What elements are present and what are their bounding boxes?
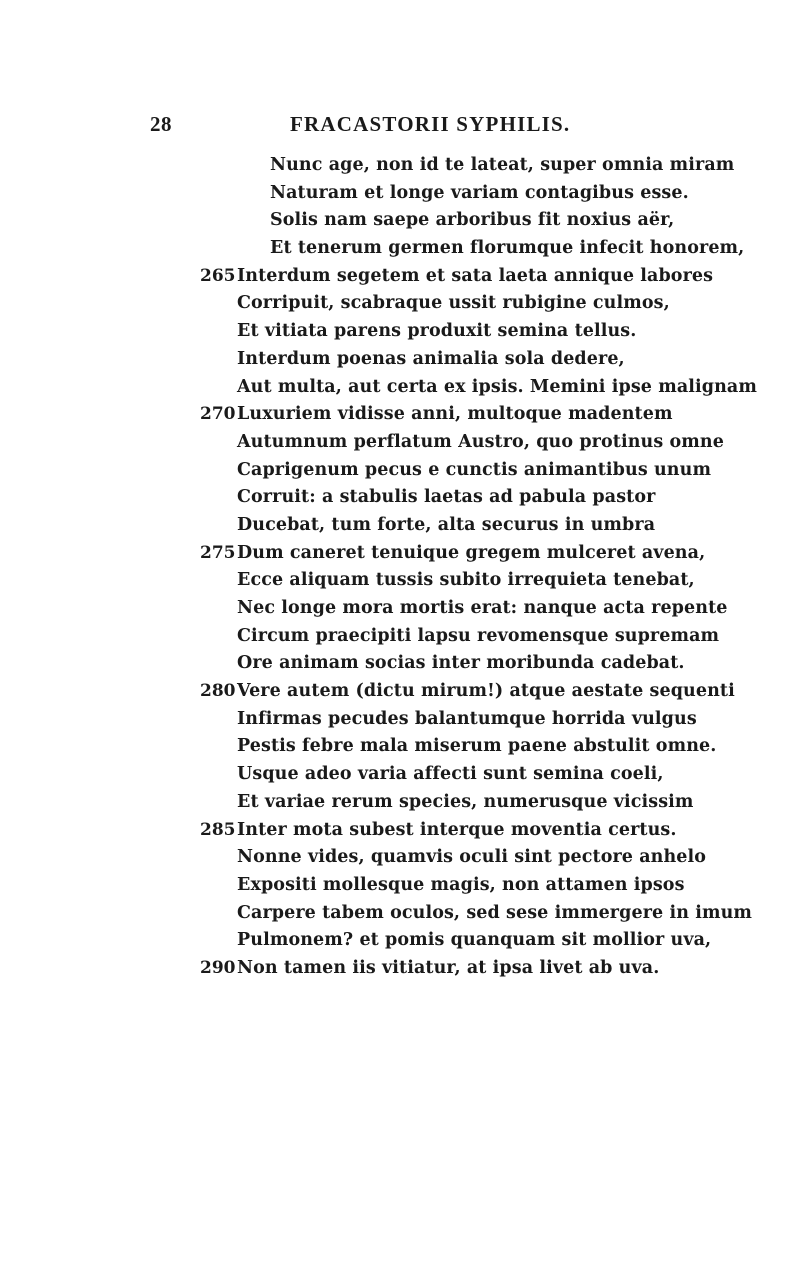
verse-line bbox=[0, 927, 800, 955]
verse-line bbox=[0, 235, 800, 263]
verse-line bbox=[0, 512, 800, 540]
line-text: Interdum poenas animalia sola dedere, bbox=[237, 348, 625, 369]
verse-block bbox=[0, 152, 800, 983]
line-text: Et tenerum germen florumque infecit honorem, bbox=[270, 238, 745, 259]
verse-line bbox=[0, 733, 800, 761]
verse-line bbox=[0, 650, 800, 678]
line-text: Vere autem (dictu mirum!) atque aestate sequenti bbox=[237, 681, 735, 702]
verse-line bbox=[0, 374, 800, 402]
line-number: 280 bbox=[200, 681, 236, 702]
line-number: 285 bbox=[200, 819, 236, 840]
verse-line bbox=[0, 540, 800, 568]
line-text: Caprigenum pecus e cunctis animantibus unum bbox=[237, 459, 712, 480]
page-number: 28 bbox=[150, 112, 172, 136]
verse-line bbox=[0, 207, 800, 235]
line-number: 265 bbox=[200, 265, 236, 286]
verse-line bbox=[0, 955, 800, 983]
verse-line bbox=[0, 484, 800, 512]
verse-line bbox=[0, 429, 800, 457]
line-text: Solis nam saepe arboribus fit noxius aër, bbox=[270, 210, 675, 231]
verse-line bbox=[0, 817, 800, 845]
line-text: Pulmonem? et pomis quanquam sit mollior uva, bbox=[237, 930, 712, 951]
line-text: Luxuriem vidisse anni, multoque madentem bbox=[237, 404, 673, 425]
verse-line bbox=[0, 595, 800, 623]
line-text: Non tamen iis vitiatur, at ipsa livet ab uva. bbox=[237, 957, 660, 978]
line-text: Infirmas pecudes balantumque horrida vulgus bbox=[237, 708, 697, 729]
line-text: Et vitiata parens produxit semina tellus. bbox=[237, 321, 637, 342]
verse-line bbox=[0, 706, 800, 734]
line-text: Nonne vides, quamvis oculi sint pectore anhelo bbox=[237, 847, 707, 868]
verse-line bbox=[0, 761, 800, 789]
verse-line bbox=[0, 401, 800, 429]
line-text: Et variae rerum species, numerusque vicissim bbox=[237, 791, 694, 812]
verse-line bbox=[0, 152, 800, 180]
line-text: Ducebat, tum forte, alta securus in umbra bbox=[237, 514, 656, 535]
line-text: Corruit: a stabulis laetas ad pabula pastor bbox=[237, 487, 656, 508]
verse-line bbox=[0, 900, 800, 928]
line-text: Pestis febre mala miserum paene abstulit omne. bbox=[237, 736, 717, 757]
line-text: Dum caneret tenuique gregem mulceret avena, bbox=[237, 542, 706, 563]
line-text: Nunc age, non id te lateat, super omnia miram bbox=[270, 155, 735, 175]
line-text: Usque adeo varia affecti sunt semina coeli, bbox=[237, 764, 664, 785]
line-text: Circum praecipiti lapsu revomensque supremam bbox=[237, 625, 720, 646]
line-text: Nec longe mora mortis erat: nanque acta repente bbox=[237, 598, 728, 618]
line-text: Aut multa, aut certa ex ipsis. Memini ipse malignam bbox=[237, 376, 757, 397]
line-text: Ore animam socias inter moribunda cadebat. bbox=[237, 653, 685, 674]
line-text: Carpere tabem oculos, sed sese immergere in imum bbox=[237, 902, 753, 923]
running-title: FRACASTORII SYPHILIS. bbox=[290, 112, 571, 136]
line-text: Corripuit, scabraque ussit rubigine culmos, bbox=[237, 293, 670, 314]
line-number: 275 bbox=[200, 542, 236, 563]
verse-line bbox=[0, 844, 800, 872]
line-number: 290 bbox=[200, 957, 236, 978]
verse-line bbox=[0, 789, 800, 817]
verse-line bbox=[0, 318, 800, 346]
verse-line bbox=[0, 872, 800, 900]
line-text: Inter mota subest interque moventia certus. bbox=[237, 819, 677, 840]
verse-line bbox=[0, 457, 800, 485]
line-text: Autumnum perflatum Austro, quo protinus omne bbox=[237, 431, 724, 452]
line-text: Expositi mollesque magis, non attamen ipsos bbox=[237, 874, 685, 895]
line-number: 270 bbox=[200, 404, 236, 425]
verse-line bbox=[0, 180, 800, 208]
verse-line bbox=[0, 623, 800, 651]
line-text: Interdum segetem et sata laeta annique labores bbox=[237, 265, 714, 286]
verse-line bbox=[0, 678, 800, 706]
line-text: Ecce aliquam tussis subito irrequieta tenebat, bbox=[237, 570, 695, 591]
line-text: Naturam et longe variam contagibus esse. bbox=[270, 182, 689, 203]
verse-line bbox=[0, 263, 800, 291]
verse-line bbox=[0, 346, 800, 374]
page-header bbox=[150, 112, 630, 146]
verse-line bbox=[0, 290, 800, 318]
verse-line bbox=[0, 567, 800, 595]
